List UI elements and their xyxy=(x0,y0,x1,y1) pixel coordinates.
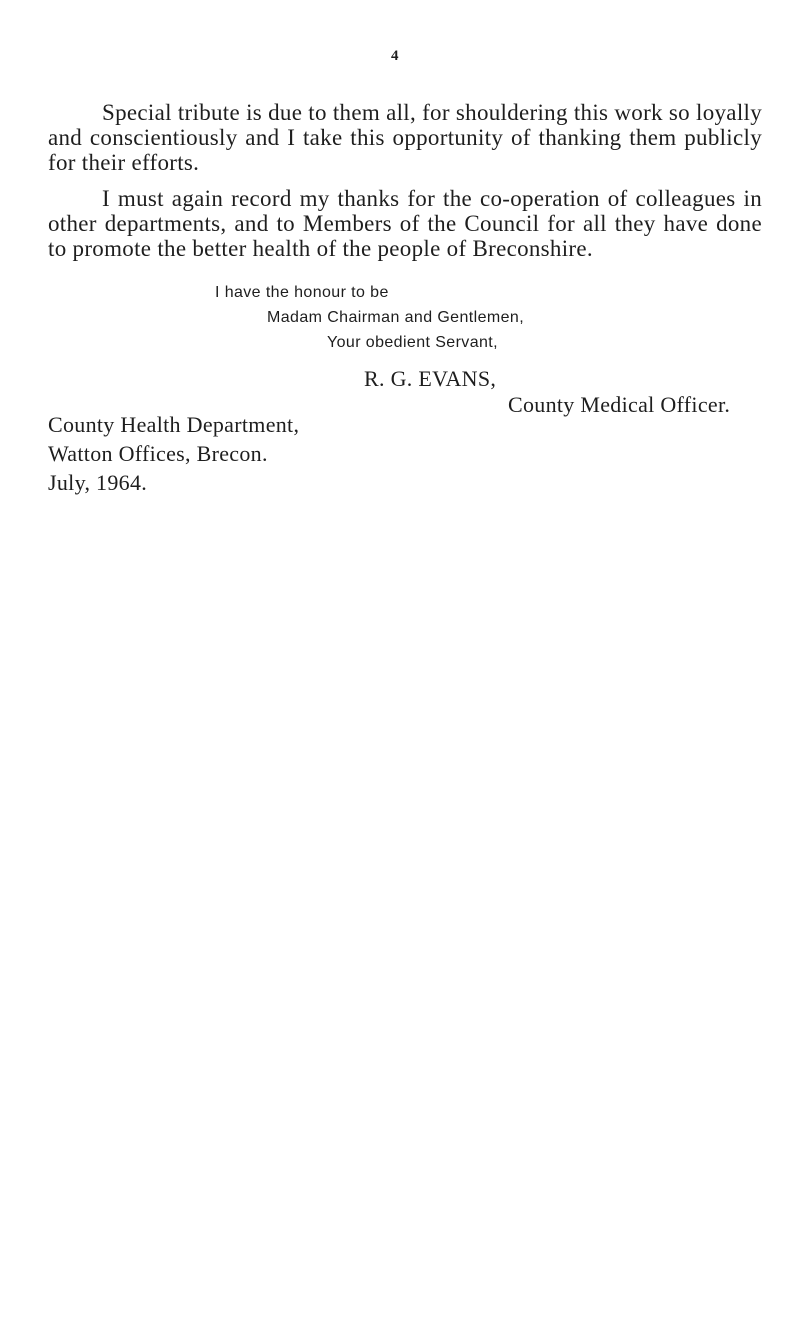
sender-address xyxy=(48,410,299,497)
closing-line-salutation: Madam Chairman and Gentlemen, xyxy=(267,309,525,326)
address-line-department: County Health Department, xyxy=(48,412,300,437)
page-number: 4 xyxy=(391,48,399,64)
signature-name: R. G. EVANS, xyxy=(364,366,497,391)
address-line-date: July, 1964. xyxy=(48,470,148,495)
paragraph-thanks-cooperation: I must again record my thanks for the co-operation of colleagues in other departments, and to Members of the Council for all they have done to promote the better health of the people of Breconshire. xyxy=(48,186,762,261)
signature-title: County Medical Officer. xyxy=(508,392,731,417)
paragraph-special-tribute: Special tribute is due to them all, for shouldering this work so loyally and conscientiously and I take this opportunity of thanking them publicly for their efforts. xyxy=(48,100,762,175)
address-line-offices: Watton Offices, Brecon. xyxy=(48,441,268,466)
closing-line-honour: I have the honour to be xyxy=(215,284,389,301)
closing-line-servant: Your obedient Servant, xyxy=(327,334,498,351)
